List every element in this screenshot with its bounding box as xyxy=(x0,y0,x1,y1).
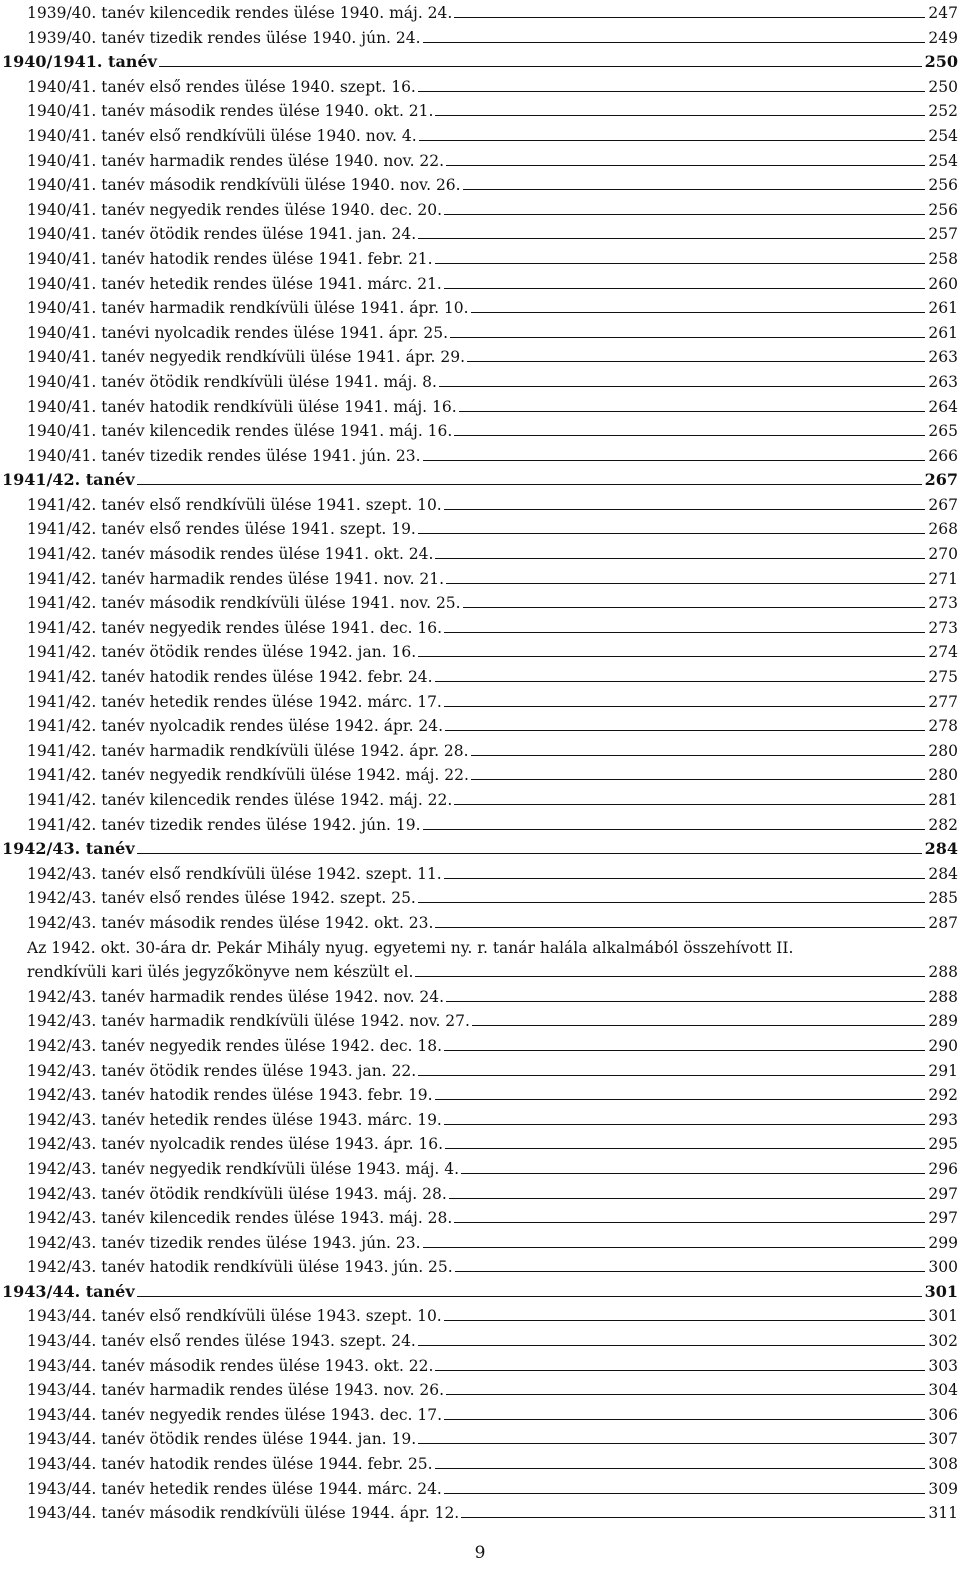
toc-entry-title: 1943/44. tanév második rendes ülése 1943. okt. 22. xyxy=(27,1356,434,1375)
toc-leader-line xyxy=(446,1394,925,1395)
toc-leader-line xyxy=(418,1443,925,1444)
toc-entry xyxy=(0,616,958,641)
toc-entry xyxy=(0,936,958,961)
toc-leader-line xyxy=(418,238,925,239)
toc-entry-title: 1942/43. tanév ötödik rendes ülése 1943. jan. 22. xyxy=(27,1061,417,1080)
toc-entry-title: Az 1942. okt. 30-ára dr. Pekár Mihály nyug. egyetemi ny. r. tanár halála alkalmából összehívott II. xyxy=(27,938,794,957)
toc-leader-line xyxy=(444,632,925,633)
toc-entry-title: 1941/42. tanév hetedik rendes ülése 1942. márc. 17. xyxy=(27,692,442,711)
toc-entry xyxy=(0,862,958,887)
toc-entry-title: 1943/44. tanév első rendes ülése 1943. szept. 24. xyxy=(27,1332,416,1351)
toc-leader-line xyxy=(446,1001,925,1002)
toc-entry-title: 1941/42. tanév ötödik rendes ülése 1942. jan. 16. xyxy=(27,643,417,662)
toc-entry xyxy=(0,272,958,297)
toc-entry xyxy=(0,99,958,124)
toc-leader-line xyxy=(439,386,925,387)
toc-entry-title: 1942/43. tanév harmadik rendes ülése 1942. nov. 24. xyxy=(27,987,445,1006)
toc-leader-line xyxy=(444,1050,925,1051)
toc-page-number: 311 xyxy=(928,1504,958,1523)
toc-entry xyxy=(0,813,958,838)
page-number: 9 xyxy=(474,1543,486,1563)
toc-entry xyxy=(0,419,958,444)
toc-leader-line xyxy=(472,1025,925,1026)
toc-entry xyxy=(0,1009,958,1034)
toc-entry-title: 1941/42. tanév negyedik rendkívüli ülése 1942. máj. 22. xyxy=(27,766,469,785)
toc-entry-title: 1940/41. tanév első rendes ülése 1940. szept. 16. xyxy=(27,77,416,96)
toc-entry-title: 1941/42. tanév negyedik rendes ülése 1941. dec. 16. xyxy=(27,618,443,637)
toc-entry xyxy=(0,665,958,690)
toc-entry xyxy=(0,911,958,936)
toc-entry-title: 1943/44. tanév ötödik rendes ülése 1944. jan. 19. xyxy=(27,1430,417,1449)
toc-entry xyxy=(0,75,958,100)
toc-entry-title: 1942/43. tanév negyedik rendes ülése 1942. dec. 18. xyxy=(27,1036,443,1055)
toc-entry-title: 1941/42. tanév második rendkívüli ülése 1941. nov. 25. xyxy=(27,594,461,613)
toc-entry-title: 1941/42. tanév első rendkívüli ülése 1941. szept. 10. xyxy=(27,495,442,514)
toc-page-number: 270 xyxy=(928,545,958,564)
toc-leader-line xyxy=(137,853,922,854)
toc-entry xyxy=(0,1206,958,1231)
toc-page-number: 304 xyxy=(928,1381,958,1400)
toc-page-number: 254 xyxy=(928,151,958,170)
toc-page-number: 256 xyxy=(928,200,958,219)
toc-leader-line xyxy=(418,91,926,92)
toc-page-number: 258 xyxy=(928,249,958,268)
toc-entry xyxy=(0,1132,958,1157)
toc-entry-title: 1940/41. tanév hatodik rendes ülése 1941. febr. 21. xyxy=(27,249,433,268)
toc-entry xyxy=(0,296,958,321)
toc-page-number: 257 xyxy=(928,225,958,244)
toc-entry xyxy=(0,149,958,174)
toc-leader-line xyxy=(444,1320,926,1321)
toc-entry xyxy=(0,763,958,788)
toc-leader-line xyxy=(454,435,925,436)
toc-page-number: 261 xyxy=(928,323,958,342)
toc-leader-line xyxy=(435,681,926,682)
toc-entry-title: 1940/41. tanévi nyolcadik rendes ülése 1941. ápr. 25. xyxy=(27,323,449,342)
toc-page-number: 267 xyxy=(928,495,958,514)
toc-leader-line xyxy=(450,337,925,338)
toc-entry-title: 1942/43. tanév hatodik rendkívüli ülése 1943. jún. 25. xyxy=(27,1258,453,1277)
toc-entry xyxy=(0,1108,958,1133)
toc-entry xyxy=(0,788,958,813)
toc-entry-title: 1941/42. tanév tizedik rendes ülése 1942. jún. 19. xyxy=(27,815,421,834)
toc-entry xyxy=(0,1059,958,1084)
toc-section-heading xyxy=(0,1280,958,1305)
toc-entry xyxy=(0,345,958,370)
toc-entry-title: 1939/40. tanév kilencedik rendes ülése 1940. máj. 24. xyxy=(27,4,453,22)
toc-entry-title: 1942/43. tanév hetedik rendes ülése 1943. márc. 19. xyxy=(27,1110,442,1129)
toc-entry xyxy=(0,395,958,420)
toc-leader-line xyxy=(446,165,925,166)
toc-leader-line xyxy=(418,656,925,657)
toc-leader-line xyxy=(461,1517,925,1518)
toc-entry-title: 1941/42. tanév harmadik rendkívüli ülése 1942. ápr. 28. xyxy=(27,741,469,760)
toc-page-number: 301 xyxy=(928,1307,958,1326)
toc-entry-title: 1942/43. tanév negyedik rendkívüli ülése 1943. máj. 4. xyxy=(27,1159,460,1178)
toc-page-number: 273 xyxy=(928,594,958,613)
toc-entry xyxy=(0,960,958,985)
toc-page-number: 278 xyxy=(928,717,958,736)
toc-leader-line xyxy=(444,706,926,707)
toc-entry-title: 1940/41. tanév kilencedik rendes ülése 1941. máj. 16. xyxy=(27,422,453,441)
toc-page-number: 256 xyxy=(928,176,958,195)
toc-page-number: 250 xyxy=(928,77,958,96)
toc-page-number: 296 xyxy=(928,1159,958,1178)
toc-leader-line xyxy=(454,804,925,805)
toc-entry xyxy=(0,1,958,26)
toc-section-title: 1941/42. tanév xyxy=(2,470,135,490)
toc-page-number: 308 xyxy=(928,1455,958,1474)
toc-page-number: 249 xyxy=(928,28,958,47)
toc-entry xyxy=(0,198,958,223)
toc-entry xyxy=(0,1427,958,1452)
toc-entry xyxy=(0,542,958,567)
toc-entry-title: 1940/41. tanév második rendes ülése 1940. okt. 21. xyxy=(27,102,434,121)
toc-entry xyxy=(0,714,958,739)
toc-entry-title: 1940/41. tanév első rendkívüli ülése 1940. nov. 4. xyxy=(27,126,417,145)
toc-entry-title: 1942/43. tanév második rendes ülése 1942. okt. 23. xyxy=(27,913,434,932)
toc-leader-line xyxy=(467,361,925,362)
toc-entry xyxy=(0,1452,958,1477)
toc-entry xyxy=(0,1182,958,1207)
toc-page-number: 274 xyxy=(928,643,958,662)
toc-page-number: 266 xyxy=(928,446,958,465)
toc-leader-line xyxy=(445,730,925,731)
toc-entry xyxy=(0,1501,958,1526)
toc-page-number: 299 xyxy=(928,1233,958,1252)
toc-entry-title: 1942/43. tanév kilencedik rendes ülése 1943. máj. 28. xyxy=(27,1209,453,1228)
toc-section-heading xyxy=(0,468,958,493)
toc-page-number: 287 xyxy=(928,913,958,932)
toc-entry xyxy=(0,886,958,911)
toc-entry-title: rendkívüli kari ülés jegyzőkönyve nem készült el. xyxy=(27,963,414,982)
toc-leader-line xyxy=(418,533,926,534)
toc-leader-line xyxy=(418,1075,925,1076)
table-of-contents xyxy=(0,1,958,1526)
toc-entry xyxy=(0,1083,958,1108)
toc-page-number: 309 xyxy=(928,1479,958,1498)
toc-entry-title: 1940/41. tanév hatodik rendkívüli ülése 1941. máj. 16. xyxy=(27,397,457,416)
toc-leader-line xyxy=(159,66,922,67)
toc-leader-line xyxy=(445,1148,925,1149)
toc-entry xyxy=(0,1354,958,1379)
toc-page-number: 284 xyxy=(928,864,958,883)
toc-page-number: 275 xyxy=(928,668,958,687)
toc-page-number: 271 xyxy=(928,569,958,588)
toc-page-number: 306 xyxy=(928,1405,958,1424)
toc-page-number: 292 xyxy=(928,1086,958,1105)
toc-page-number: 264 xyxy=(928,397,958,416)
toc-leader-line xyxy=(463,607,926,608)
toc-entry xyxy=(0,173,958,198)
toc-page-number: 297 xyxy=(928,1184,958,1203)
toc-leader-line xyxy=(471,312,926,313)
toc-entry-title: 1942/43. tanév nyolcadik rendes ülése 1943. ápr. 16. xyxy=(27,1135,444,1154)
toc-leader-line xyxy=(454,1222,925,1223)
toc-entry-title: 1940/41. tanév tizedik rendes ülése 1941. jún. 23. xyxy=(27,446,421,465)
toc-leader-line xyxy=(454,17,925,18)
toc-entry-title: 1940/41. tanév harmadik rendes ülése 1940. nov. 22. xyxy=(27,151,445,170)
toc-entry xyxy=(0,26,958,51)
toc-section-heading xyxy=(0,50,958,75)
toc-entry-title: 1940/41. tanév ötödik rendkívüli ülése 1941. máj. 8. xyxy=(27,372,437,391)
toc-leader-line xyxy=(419,140,926,141)
toc-entry xyxy=(0,690,958,715)
toc-entry xyxy=(0,640,958,665)
toc-entry xyxy=(0,1255,958,1280)
toc-page-number: 277 xyxy=(928,692,958,711)
toc-page-number: 284 xyxy=(924,839,958,859)
toc-entry-title: 1941/42. tanév harmadik rendes ülése 1941. nov. 21. xyxy=(27,569,445,588)
toc-entry-title: 1940/41. tanév második rendkívüli ülése 1940. nov. 26. xyxy=(27,176,461,195)
toc-leader-line xyxy=(444,288,926,289)
toc-leader-line xyxy=(444,878,926,879)
toc-leader-line xyxy=(435,927,925,928)
toc-page-number: 288 xyxy=(928,963,958,982)
toc-leader-line xyxy=(444,1419,925,1420)
toc-entry-title: 1940/41. tanév negyedik rendkívüli ülése 1941. ápr. 29. xyxy=(27,348,466,367)
toc-page-number: 280 xyxy=(928,766,958,785)
toc-leader-line xyxy=(471,755,926,756)
toc-entry-title: 1942/43. tanév hatodik rendes ülése 1943. febr. 19. xyxy=(27,1086,433,1105)
toc-leader-line xyxy=(418,1345,926,1346)
toc-entry-title: 1943/44. tanév második rendkívüli ülése 1944. ápr. 12. xyxy=(27,1504,460,1523)
toc-leader-line xyxy=(435,558,925,559)
toc-leader-line xyxy=(415,976,925,977)
toc-page-number: 288 xyxy=(928,987,958,1006)
toc-page-number: 281 xyxy=(928,791,958,809)
toc-leader-line xyxy=(423,829,926,830)
toc-entry-title: 1940/41. tanév hetedik rendes ülése 1941. márc. 21. xyxy=(27,274,442,293)
toc-entry xyxy=(0,591,958,616)
toc-entry-title: 1942/43. tanév első rendkívüli ülése 1942. szept. 11. xyxy=(27,864,442,883)
toc-entry xyxy=(0,567,958,592)
toc-entry xyxy=(0,1329,958,1354)
toc-leader-line xyxy=(435,1468,926,1469)
toc-leader-line xyxy=(435,1370,925,1371)
toc-page-number: 261 xyxy=(928,299,958,318)
toc-page-number: 285 xyxy=(928,889,958,908)
toc-entry xyxy=(0,1231,958,1256)
toc-page-number: 300 xyxy=(928,1258,958,1277)
toc-entry xyxy=(0,222,958,247)
toc-leader-line xyxy=(446,583,925,584)
toc-entry xyxy=(0,321,958,346)
toc-entry-title: 1943/44. tanév hetedik rendes ülése 1944. márc. 24. xyxy=(27,1479,442,1498)
toc-entry-title: 1942/43. tanév első rendes ülése 1942. szept. 25. xyxy=(27,889,416,908)
toc-entry xyxy=(0,1477,958,1502)
toc-leader-line xyxy=(444,214,925,215)
toc-entry-title: 1941/42. tanév második rendes ülése 1941. okt. 24. xyxy=(27,545,434,564)
toc-leader-line xyxy=(471,779,926,780)
toc-entry xyxy=(0,739,958,764)
toc-entry-title: 1941/42. tanév kilencedik rendes ülése 1942. máj. 22. xyxy=(27,791,453,809)
toc-leader-line xyxy=(461,1173,925,1174)
toc-leader-line xyxy=(137,1296,922,1297)
toc-page-number: 291 xyxy=(928,1061,958,1080)
toc-entry-title: 1942/43. tanév tizedik rendes ülése 1943. jún. 23. xyxy=(27,1233,421,1252)
toc-leader-line xyxy=(418,902,926,903)
toc-entry-title: 1941/42. tanév hatodik rendes ülése 1942. febr. 24. xyxy=(27,668,433,687)
toc-entry xyxy=(0,247,958,272)
toc-page-number: 260 xyxy=(928,274,958,293)
toc-leader-line xyxy=(423,460,926,461)
toc-entry xyxy=(0,444,958,469)
toc-entry xyxy=(0,1304,958,1329)
toc-entry-title: 1941/42. tanév nyolcadik rendes ülése 1942. ápr. 24. xyxy=(27,717,444,736)
toc-page-number: 273 xyxy=(928,618,958,637)
toc-leader-line xyxy=(455,1271,926,1272)
toc-page-number: 280 xyxy=(928,741,958,760)
toc-leader-line xyxy=(444,509,926,510)
toc-entry-title: 1943/44. tanév hatodik rendes ülése 1944. febr. 25. xyxy=(27,1455,433,1474)
toc-section-title: 1940/1941. tanév xyxy=(2,52,157,72)
toc-leader-line xyxy=(435,115,925,116)
toc-entry-title: 1943/44. tanév első rendkívüli ülése 1943. szept. 10. xyxy=(27,1307,442,1326)
toc-page-number: 268 xyxy=(928,520,958,539)
toc-page-number: 297 xyxy=(928,1209,958,1228)
toc-entry-title: 1943/44. tanév harmadik rendes ülése 1943. nov. 26. xyxy=(27,1381,445,1400)
toc-entry-title: 1940/41. tanév ötödik rendes ülése 1941. jan. 24. xyxy=(27,225,417,244)
toc-leader-line xyxy=(444,1124,926,1125)
toc-entry xyxy=(0,1378,958,1403)
toc-entry xyxy=(0,985,958,1010)
toc-entry xyxy=(0,1403,958,1428)
toc-page-number: 295 xyxy=(928,1135,958,1154)
toc-entry-title: 1941/42. tanév első rendes ülése 1941. szept. 19. xyxy=(27,520,416,539)
toc-leader-line xyxy=(435,263,926,264)
toc-entry-title: 1942/43. tanév ötödik rendkívüli ülése 1943. máj. 28. xyxy=(27,1184,447,1203)
toc-entry-title: 1939/40. tanév tizedik rendes ülése 1940. jún. 24. xyxy=(27,28,421,47)
toc-page-number: 263 xyxy=(928,372,958,391)
toc-page-number: 303 xyxy=(928,1356,958,1375)
toc-leader-line xyxy=(423,42,926,43)
toc-page-number: 254 xyxy=(928,126,958,145)
toc-page-number: 282 xyxy=(928,815,958,834)
toc-entry xyxy=(0,370,958,395)
toc-leader-line xyxy=(444,1493,926,1494)
toc-page-number: 301 xyxy=(924,1281,958,1301)
toc-section-title: 1943/44. tanév xyxy=(2,1281,135,1301)
toc-page-number: 290 xyxy=(928,1036,958,1055)
toc-page-number: 307 xyxy=(928,1430,958,1449)
toc-entry-title: 1943/44. tanév negyedik rendes ülése 1943. dec. 17. xyxy=(27,1405,443,1424)
toc-entry xyxy=(0,1034,958,1059)
toc-entry-title: 1940/41. tanév harmadik rendkívüli ülése 1941. ápr. 10. xyxy=(27,299,469,318)
toc-page-number: 289 xyxy=(928,1012,958,1031)
toc-page-number: 250 xyxy=(924,52,958,72)
toc-page-number: 263 xyxy=(928,348,958,367)
toc-page-number: 302 xyxy=(928,1332,958,1351)
toc-leader-line xyxy=(459,411,926,412)
toc-entry-title: 1940/41. tanév negyedik rendes ülése 1940. dec. 20. xyxy=(27,200,443,219)
toc-leader-line xyxy=(423,1247,926,1248)
toc-section-title: 1942/43. tanév xyxy=(2,839,135,859)
toc-entry xyxy=(0,493,958,518)
toc-leader-line xyxy=(449,1198,926,1199)
toc-page-number: 247 xyxy=(928,4,958,22)
toc-entry-title: 1942/43. tanév harmadik rendkívüli ülése 1942. nov. 27. xyxy=(27,1012,470,1031)
toc-entry xyxy=(0,124,958,149)
toc-entry xyxy=(0,1157,958,1182)
toc-page-number: 267 xyxy=(924,470,958,490)
toc-leader-line xyxy=(435,1099,926,1100)
toc-page-number: 265 xyxy=(928,422,958,441)
toc-section-heading xyxy=(0,837,958,862)
toc-leader-line xyxy=(137,484,922,485)
toc-leader-line xyxy=(463,189,926,190)
toc-page-number: 293 xyxy=(928,1110,958,1129)
toc-page-number: 252 xyxy=(928,102,958,121)
toc-entry xyxy=(0,517,958,542)
